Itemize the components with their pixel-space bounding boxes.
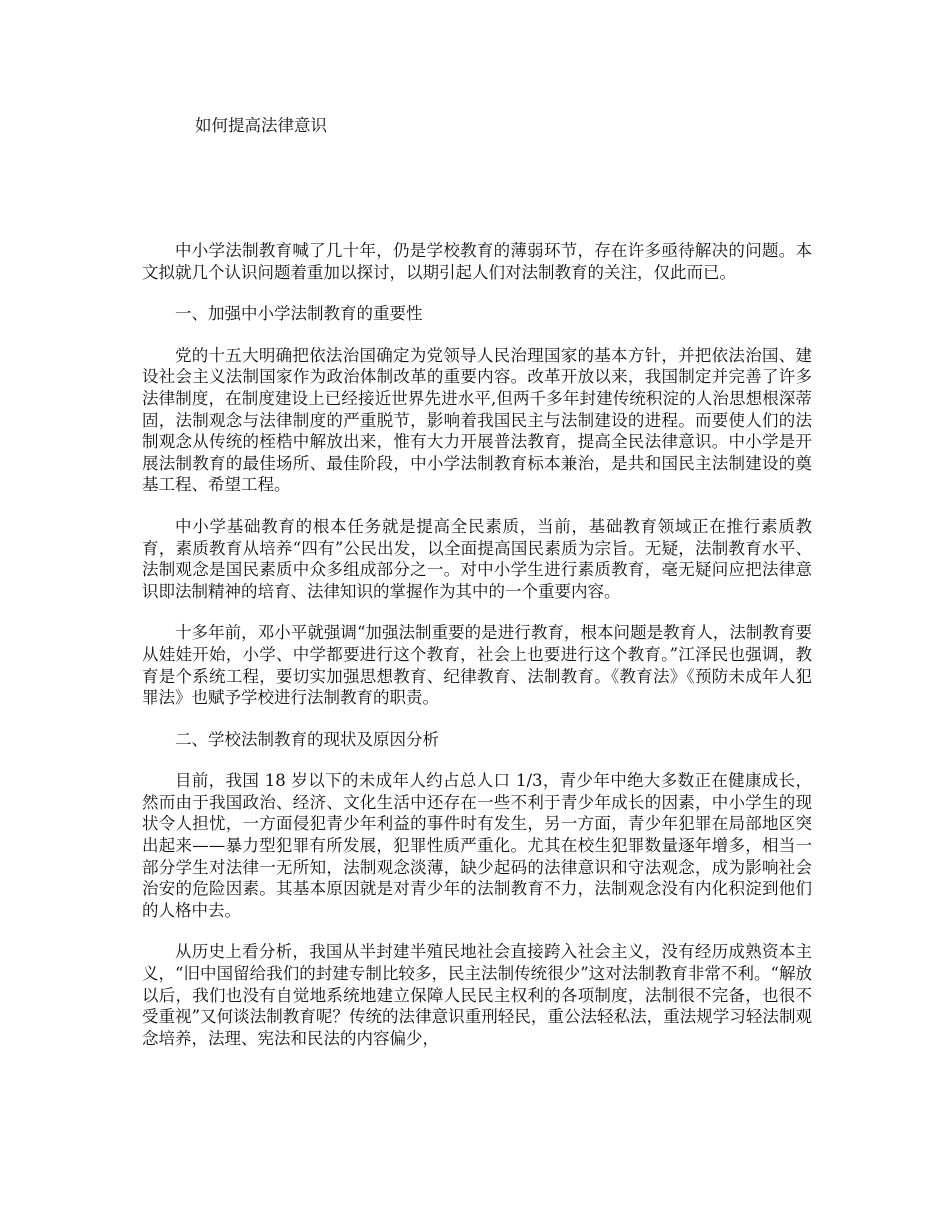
section-heading-2: 二、学校法制教育的现状及原因分析 xyxy=(175,729,439,749)
paragraph-intro: 中小学法制教育喊了几十年，仍是学校教育的薄弱环节，存在许多亟待解决的问题。本文拟就几个认识问题着重加以探讨，以期引起人们对法制教育的关注，仅此而已。 xyxy=(142,241,812,282)
document-title: 如何提高法律意识 xyxy=(195,116,327,135)
document-body xyxy=(142,240,812,1069)
paragraph: 党的十五大明确把依法治国确定为党领导人民治理国家的基本方针，并把依法治国、建设社会主义法制国家作为政治体制改革的重要内容。改革开放以来，我国制定并完善了许多法律制度，在制度建设上已经接近世界先进水平,但两千多年封建传统积淀的人治思想根深蒂固，法制观念与法律制度的严重脱节，影响着我国民主与法制建设的进程。而要使人们的法制观念从传统的桎梏中解放出来，惟有大力开展普法教育，提高全民法律意识。中小学是开展法制教育的最佳场所、最佳阶段，中小学法制教育标本兼治，是共和国民主法制建设的奠基工程、希望工程。 xyxy=(142,345,812,495)
paragraph: 目前，我国 18 岁以下的未成年人约占总人口 1/3，青少年中绝大多数正在健康成长，然而由于我国政治、经济、文化生活中还存在一些不利于青少年成长的因素，中小学生的现状令人担忧，一方面侵犯青少年利益的事件时有发生，另一方面，青少年犯罪在局部地区突出起来——暴力型犯罪有所发展，犯罪性质严重化。尤其在校生犯罪数量逐年增多，相当一部分学生对法律一无所知，法制观念淡薄，缺少起码的法律意识和守法观念，成为影响社会治安的危险因素。其基本原因就是对青少年的法制教育不力，法制观念没有内化积淀到他们的人格中去。 xyxy=(142,771,812,920)
paragraph: 中小学基础教育的根本任务就是提高全民素质，当前，基础教育领域正在推行素质教育，素质教育从培养“四有”公民出发，以全面提高国民素质为宗旨。无疑，法制教育水平、法制观念是国民素质中众多组成部分之一。对中小学生进行素质教育，毫无疑问应把法律意识即法制精神的培育、法律知识的掌握作为其中的一个重要内容。 xyxy=(142,516,812,601)
section-heading-1: 一、加强中小学法制教育的重要性 xyxy=(175,304,423,324)
paragraph: 十多年前，邓小平就强调“加强法制重要的是进行教育，根本问题是教育人，法制教育要从娃娃开始，小学、中学都要进行这个教育，社会上也要进行这个教育。”江泽民也强调，教育是个系统工程，要切实加强思想教育、纪律教育、法制教育。《教育法》《预防未成年人犯罪法》也赋予学校进行法制教育的职责。 xyxy=(142,623,812,708)
paragraph: 从历史上看分析，我国从半封建半殖民地社会直接跨入社会主义，没有经历成熟资本主义，“旧中国留给我们的封建专制比较多，民主法制传统很少”这对法制教育非常不利。“解放以后，我们也没有自觉地系统地建立保障人民民主权利的各项制度，法制很不完备，也很不受重视”又何谈法制教育呢？传统的法律意识重刑轻民，重公法轻私法，重法规学习轻法制观念培养，法理、宪法和民法的内容偏少， xyxy=(142,942,812,1048)
